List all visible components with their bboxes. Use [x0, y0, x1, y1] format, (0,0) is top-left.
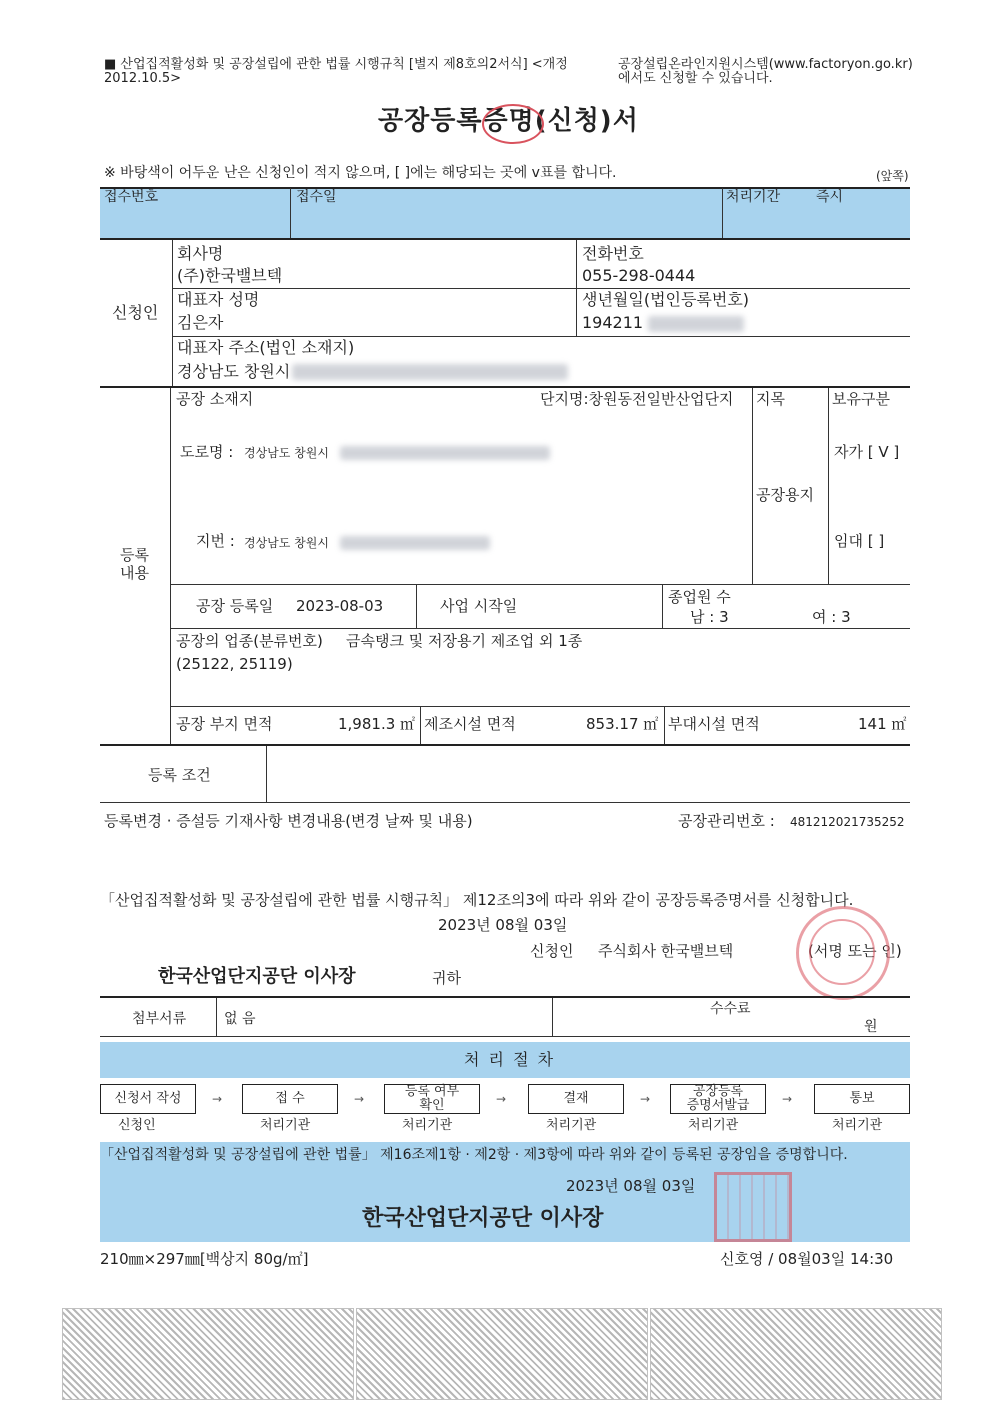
industrial-complex: 단지명:창원동전일반산업단지: [540, 390, 734, 408]
birth-label: 생년월일(법인등록번호): [582, 290, 750, 309]
ownership-own: 자가 [ V ]: [834, 443, 900, 461]
road-address-value: 경상남도 창원시: [244, 446, 329, 460]
official-seal: [714, 1172, 792, 1242]
phone-value: 055-298-0444: [582, 266, 696, 285]
reception-number-label: 접수번호: [104, 189, 159, 205]
recipient: 한국산업단지공단 이사장: [158, 966, 356, 987]
processing-period-label: 처리기간: [726, 189, 781, 205]
law-reference-date: 2012.10.5>: [104, 71, 182, 86]
document-title: 공장등록증명(신청)서: [378, 106, 639, 136]
applicant-sign-name: 주식회사 한국밸브텍: [598, 942, 734, 960]
online-system-note: 공장설립온라인지원시스템(www.factoryon.go.kr): [618, 57, 913, 72]
site-area-value: 1,981.3 ㎡: [338, 715, 416, 733]
processing-period-value: 즉시: [816, 189, 844, 205]
company-name-label: 회사명: [177, 244, 224, 263]
redacted-road-address: [340, 446, 550, 460]
registration-date-value: 2023-08-03: [296, 597, 384, 615]
site-area-label: 공장 부지 면적: [176, 715, 273, 733]
industry-value: 금속탱크 및 저장용기 제조업 외 1종: [346, 632, 583, 650]
fee-unit: 원: [864, 1019, 878, 1035]
process-step-box: 접 수: [242, 1084, 338, 1114]
registration-date-label: 공장 등록일: [196, 597, 274, 615]
aux-area-value: 141 ㎡: [858, 715, 907, 733]
redacted-address: [292, 364, 568, 380]
reception-date-label: 접수일: [296, 189, 337, 205]
process-step-box: 등록 여부 확인: [384, 1084, 480, 1114]
process-arrow-icon: →: [640, 1092, 651, 1106]
process-step-actor: 처리기관: [832, 1118, 883, 1133]
land-use-value: 공장용지: [756, 486, 814, 504]
registration-label-1: 등록: [120, 546, 149, 564]
industry-codes: (25122, 25119): [176, 655, 293, 673]
process-step-box: 신청서 작성: [100, 1084, 196, 1114]
management-number-label: 공장관리번호 :: [678, 812, 775, 830]
representative-label: 대표자 성명: [177, 290, 260, 309]
security-pattern-3: [650, 1308, 942, 1400]
registration-label-2: 내용: [120, 564, 149, 582]
company-name-value: (주)한국밸브텍: [177, 266, 283, 285]
factory-location-label: 공장 소재지: [176, 390, 254, 408]
certification-date: 2023년 08월 03일: [566, 1177, 696, 1195]
land-category-label: 지목: [756, 390, 785, 408]
application-date: 2023년 08월 03일: [438, 916, 568, 934]
law-reference: ■ 산업집적활성화 및 공장설립에 관한 법률 시행규칙 [별지 제8호의2서식] <개정: [104, 57, 568, 72]
process-step-actor: 처리기관: [402, 1118, 453, 1133]
security-pattern-2: [356, 1308, 648, 1400]
birth-value: 194211: [582, 313, 644, 332]
process-arrow-icon: →: [782, 1092, 793, 1106]
attachments-label: 첨부서류: [132, 1011, 187, 1027]
process-step-box: 결재: [528, 1084, 624, 1114]
change-history-label: 등록변경 · 증설등 기재사항 변경내용(변경 날짜 및 내용): [104, 812, 473, 830]
aux-area-label: 부대시설 면적: [668, 715, 760, 733]
applicant-section-label: 신청인: [112, 303, 159, 322]
process-step-box: 통보: [814, 1084, 910, 1114]
redacted-lot-address: [340, 536, 490, 550]
ownership-label: 보유구분: [832, 390, 890, 408]
employees-male: 남 : 3: [690, 608, 729, 626]
issue-info: 신호영 / 08월03일 14:30: [720, 1250, 894, 1268]
process-arrow-icon: →: [354, 1092, 365, 1106]
company-seal-stamp: [796, 906, 890, 1000]
address-value: 경상남도 창원시: [177, 362, 291, 381]
fee-label: 수수료: [710, 1001, 751, 1017]
process-step-actor: 처리기관: [546, 1118, 597, 1133]
sign-hint: (서명 또는 인): [808, 942, 902, 960]
process-step-actor: 처리기관: [260, 1118, 311, 1133]
issuer-name: 한국산업단지공단 이사장: [362, 1206, 604, 1231]
address-label: 대표자 주소(법인 소재지): [177, 338, 355, 357]
recipient-suffix: 귀하: [432, 969, 461, 987]
employees-female: 여 : 3: [812, 608, 851, 626]
ownership-lease: 임대 [ ]: [834, 532, 885, 550]
employees-label: 종업원 수: [668, 588, 731, 606]
process-step-actor: 신청인: [118, 1118, 156, 1133]
online-system-note-2: 에서도 신청할 수 있습니다.: [618, 71, 773, 86]
management-number-value: 481212021735252: [790, 815, 905, 829]
mfg-area-label: 제조시설 면적: [424, 715, 516, 733]
business-start-label: 사업 시작일: [440, 597, 518, 615]
application-statement: 「산업집적활성화 및 공장설립에 관한 법률 시행규칙」 제12조의3에 따라 위와 같이 공장등록증명서를 신청합니다.: [100, 891, 854, 909]
road-address-label: 도로명 :: [180, 443, 234, 461]
lot-address-value: 경상남도 창원시: [244, 536, 329, 550]
security-pattern-1: [62, 1308, 354, 1400]
process-arrow-icon: →: [212, 1092, 223, 1106]
representative-value: 김은자: [177, 313, 224, 332]
phone-label: 전화번호: [582, 244, 644, 263]
applicant-sign-label: 신청인: [530, 942, 574, 960]
process-step-box: 공장등록 증명서발급: [670, 1084, 766, 1114]
redacted-birth: [648, 316, 744, 332]
condition-label: 등록 조건: [148, 766, 211, 784]
title-circle-mark: [482, 104, 544, 144]
process-step-actor: 처리기관: [688, 1118, 739, 1133]
process-title: 처 리 절 차: [464, 1050, 556, 1069]
process-arrow-icon: →: [496, 1092, 507, 1106]
lot-address-label: 지번 :: [196, 532, 235, 550]
attachments-value: 없 음: [224, 1011, 256, 1027]
certification-text: 「산업집적활성화 및 공장설립에 관한 법률」 제16조제1항 · 제2항 · 제3항에 따라 위와 같이 등록된 공장임을 증명합니다.: [100, 1147, 848, 1163]
industry-label: 공장의 업종(분류번호): [176, 632, 323, 650]
reception-row: [100, 188, 910, 238]
mfg-area-value: 853.17 ㎡: [586, 715, 659, 733]
paper-spec: 210㎜×297㎜[백상지 80g/㎡]: [100, 1250, 309, 1268]
page-side-label: (앞쪽): [876, 169, 909, 183]
notice-text: ※ 바탕색이 어두운 난은 신청인이 적지 않으며, [ ]에는 해당되는 곳에 v표를 합니다.: [104, 165, 617, 181]
